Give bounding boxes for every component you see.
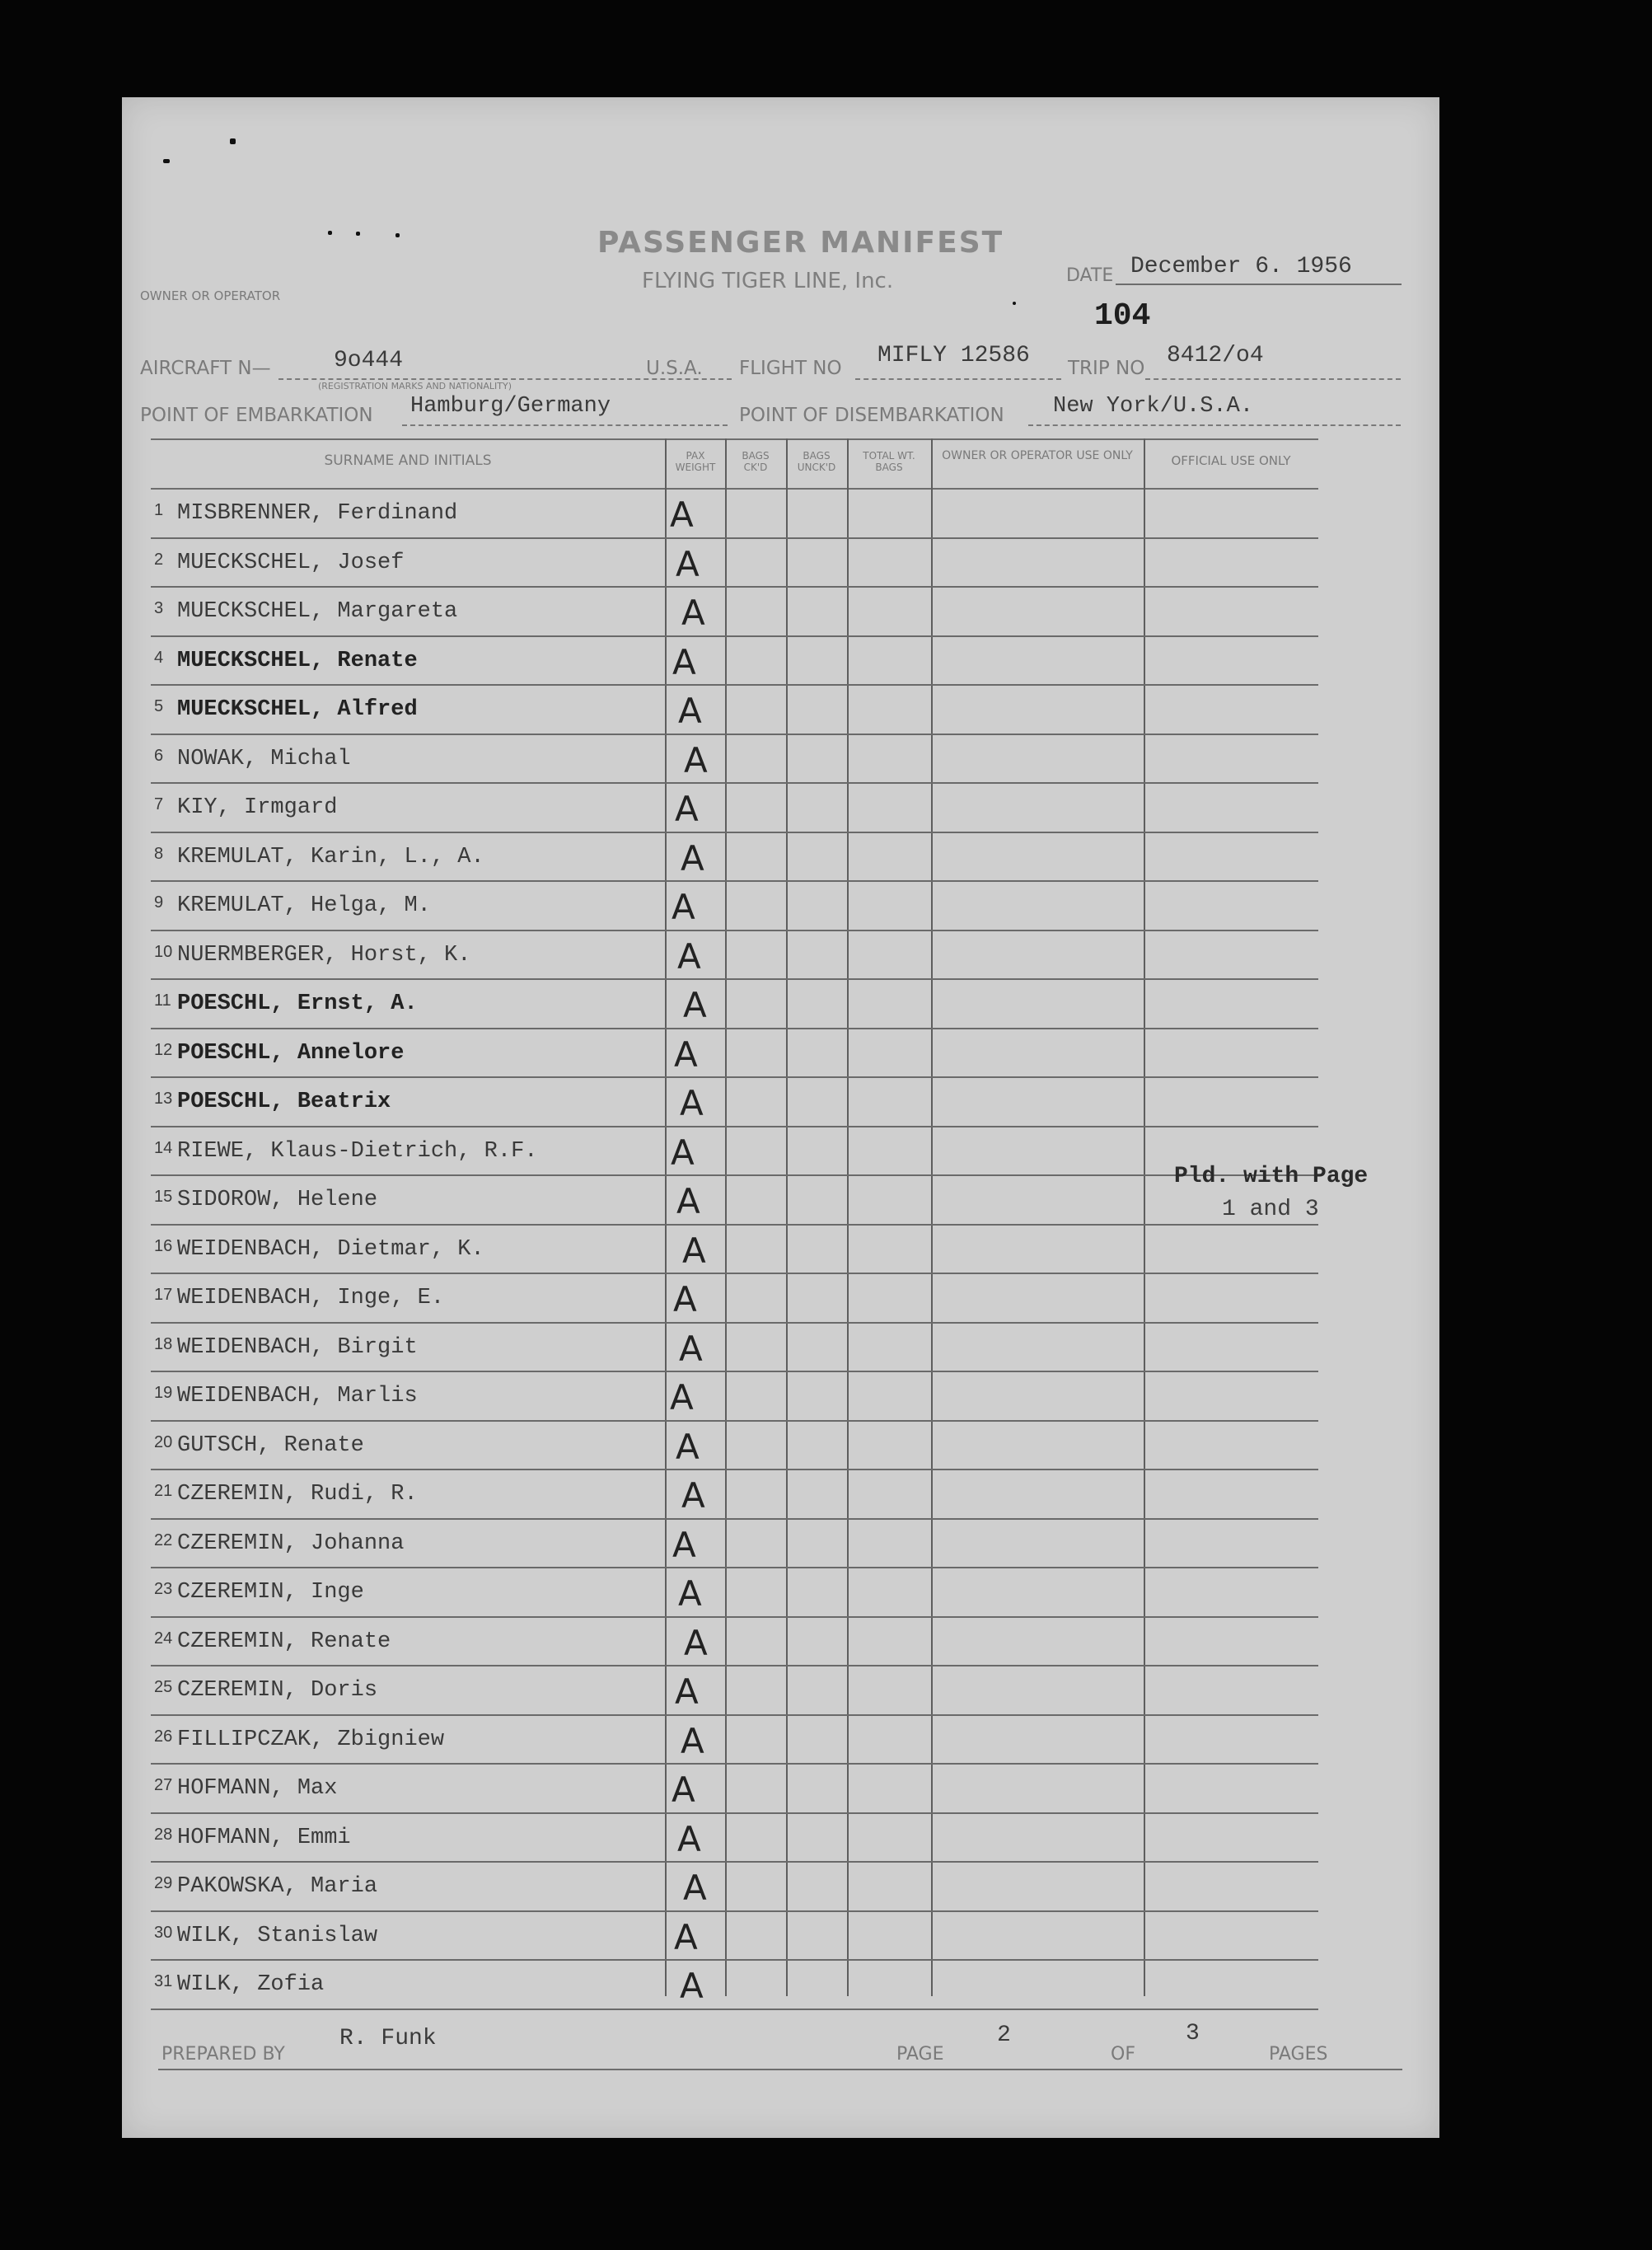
pax-weight-mark: A	[675, 1671, 699, 1712]
pax-weight-mark: A	[672, 1524, 696, 1565]
row-number: 3	[154, 599, 164, 617]
pax-weight-mark: A	[680, 1083, 704, 1123]
row-number: 24	[154, 1629, 173, 1648]
table-row	[151, 1372, 1318, 1422]
official-note-line2: 1 and 3	[1222, 1197, 1319, 1222]
prepared-by-label: PREPARED BY	[161, 2044, 285, 2065]
pax-weight-mark: A	[673, 1279, 697, 1320]
row-number: 13	[154, 1090, 173, 1108]
table-row	[151, 931, 1318, 981]
passenger-name: GUTSCH, Renate	[177, 1432, 364, 1458]
passenger-name: CZEREMIN, Doris	[177, 1678, 378, 1703]
row-number: 6	[154, 746, 164, 765]
stray-mark	[163, 159, 170, 163]
pax-weight-mark: A	[681, 1720, 704, 1761]
pax-weight-mark: A	[684, 739, 708, 780]
pax-weight-mark: A	[676, 1181, 700, 1221]
pax-weight-mark: A	[676, 543, 700, 584]
aircraft-underline	[278, 378, 732, 380]
pax-weight-mark: A	[681, 1475, 705, 1516]
stray-mark	[356, 232, 360, 236]
usa-label: U.S.A.	[646, 358, 703, 379]
passenger-name: CZEREMIN, Rudi, R.	[177, 1482, 418, 1507]
embarkation-label: POINT OF EMBARKATION	[140, 405, 373, 426]
column-header-bags-unckd: BAGS UNCK'D	[797, 450, 836, 473]
pax-weight-mark: A	[677, 935, 701, 977]
pax-weight-mark: A	[672, 887, 695, 927]
row-number: 30	[154, 1923, 173, 1942]
stray-mark	[230, 138, 236, 144]
row-number: 18	[154, 1334, 173, 1353]
pages-label: PAGES	[1269, 2044, 1328, 2065]
pax-weight-mark: A	[681, 837, 704, 879]
table-row	[151, 1324, 1318, 1373]
row-number: 11	[154, 991, 171, 1010]
stray-mark	[395, 233, 400, 237]
row-number: 28	[154, 1825, 173, 1844]
passenger-name: WILK, Zofia	[177, 1972, 325, 1997]
row-number: 5	[154, 697, 164, 715]
row-divider	[151, 2009, 1318, 2010]
table-row	[151, 1961, 1318, 2010]
table-row	[151, 588, 1318, 637]
disembarkation-label: POINT OF DISEMBARKATION	[739, 405, 1004, 426]
row-number: 31	[154, 1972, 173, 1990]
row-number: 17	[154, 1286, 173, 1304]
passenger-name: CZEREMIN, Renate	[177, 1629, 391, 1654]
row-number: 27	[154, 1776, 173, 1794]
passenger-name: SIDOROW, Helene	[177, 1188, 378, 1212]
row-number: 23	[154, 1580, 173, 1598]
row-number: 21	[154, 1482, 173, 1500]
pax-weight-mark: A	[672, 1770, 695, 1810]
passenger-name: KREMULAT, Karin, L., A.	[177, 844, 484, 870]
row-number: 7	[154, 795, 164, 813]
passenger-name: WEIDENBACH, Dietmar, K.	[177, 1236, 484, 1262]
date-underline	[1116, 284, 1402, 285]
page-label: PAGE	[896, 2044, 944, 2065]
passenger-name: PAKOWSKA, Maria	[177, 1874, 378, 1899]
page-value: 2	[997, 2023, 1011, 2048]
row-number: 4	[154, 648, 164, 667]
stray-mark	[328, 231, 332, 235]
date-value: December 6. 1956	[1130, 254, 1352, 279]
table-row	[151, 1127, 1318, 1177]
table-row	[151, 1912, 1318, 1962]
passenger-name: MUECKSCHEL, Alfred	[177, 697, 418, 722]
row-number: 14	[154, 1138, 173, 1157]
table-row	[151, 637, 1318, 687]
passenger-name: CZEREMIN, Johanna	[177, 1530, 405, 1556]
passenger-name: KREMULAT, Helga, M.	[177, 893, 431, 918]
table-row	[151, 1520, 1318, 1569]
table-row	[151, 1863, 1318, 1912]
embarkation-value: Hamburg/Germany	[410, 394, 611, 419]
document-number: 104	[1094, 298, 1151, 334]
pax-weight-mark: A	[671, 1132, 695, 1173]
table-row	[151, 980, 1318, 1029]
table-row	[151, 1666, 1318, 1716]
row-number: 9	[154, 893, 164, 912]
column-header-official: OFFICIAL USE ONLY	[1171, 453, 1291, 468]
column-header-name: SURNAME AND INITIALS	[324, 452, 492, 469]
official-note-line1: Pld. with Page	[1174, 1164, 1369, 1189]
manifest-title: PASSENGER MANIFEST	[597, 226, 1004, 260]
aircraft-label: AIRCRAFT N—	[140, 358, 271, 379]
pax-weight-mark: A	[678, 1573, 702, 1614]
passenger-name: POESCHL, Ernst, A.	[177, 991, 418, 1016]
passenger-name: POESCHL, Beatrix	[177, 1090, 391, 1114]
table-row	[151, 1470, 1318, 1520]
disembarkation-value: New York/U.S.A.	[1053, 394, 1254, 419]
table-row	[151, 1814, 1318, 1863]
aircraft-value: 9o444	[334, 348, 404, 373]
date-label: DATE	[1066, 265, 1114, 286]
row-number: 8	[154, 844, 164, 863]
row-number: 1	[154, 501, 164, 519]
passenger-name: KIY, Irmgard	[177, 795, 338, 820]
table-row	[151, 1176, 1318, 1226]
pax-weight-mark: A	[675, 789, 699, 829]
row-number: 16	[154, 1236, 173, 1255]
stray-mark	[1013, 302, 1016, 305]
pax-weight-mark: A	[684, 1622, 708, 1663]
passenger-name: MUECKSCHEL, Josef	[177, 550, 405, 575]
column-header-total: TOTAL WT. BAGS	[863, 450, 915, 473]
table-row	[151, 1029, 1318, 1079]
column-header-owner-use: OWNER OR OPERATOR USE ONLY	[942, 449, 1133, 462]
pax-weight-mark: A	[683, 985, 707, 1025]
table-row	[151, 1618, 1318, 1667]
flight-value: MIFLY 12586	[877, 343, 1030, 368]
passenger-name: WILK, Stanislaw	[177, 1923, 378, 1948]
passenger-name: MUECKSCHEL, Renate	[177, 648, 418, 673]
row-number: 29	[154, 1874, 173, 1892]
passenger-name: FILLIPCZAK, Zbigniew	[177, 1727, 445, 1752]
pax-weight-mark: A	[676, 1426, 700, 1467]
registration-note: (REGISTRATION MARKS AND NATIONALITY)	[318, 381, 512, 391]
trip-label: TRIP NO	[1068, 358, 1145, 379]
embarkation-underline	[402, 424, 728, 426]
row-number: 15	[154, 1188, 173, 1206]
row-number: 22	[154, 1530, 173, 1549]
row-number: 26	[154, 1727, 173, 1746]
pax-weight-mark: A	[674, 1034, 698, 1075]
table-row	[151, 1226, 1318, 1275]
row-number: 20	[154, 1432, 173, 1451]
passenger-name: WEIDENBACH, Inge, E.	[177, 1286, 445, 1310]
table-row	[151, 833, 1318, 883]
trip-value: 8412/o4	[1167, 343, 1264, 368]
pax-weight-mark: A	[678, 691, 702, 731]
passenger-name: CZEREMIN, Inge	[177, 1580, 364, 1605]
passenger-name: RIEWE, Klaus-Dietrich, R.F.	[177, 1138, 538, 1164]
passenger-name: NOWAK, Michal	[177, 746, 351, 771]
table-row	[151, 539, 1318, 588]
footer-rule	[158, 2069, 1402, 2070]
row-number: 10	[154, 942, 173, 961]
owner-label: OWNER OR OPERATOR	[140, 288, 281, 303]
pax-weight-mark: A	[672, 641, 696, 682]
row-number: 12	[154, 1040, 173, 1059]
passenger-name: WEIDENBACH, Birgit	[177, 1334, 418, 1360]
table-row	[151, 686, 1318, 735]
pax-weight-mark: A	[682, 1230, 706, 1271]
table-row	[151, 1716, 1318, 1765]
pax-weight-mark: A	[677, 1818, 701, 1859]
pax-weight-mark: A	[670, 495, 694, 535]
row-number: 19	[154, 1384, 173, 1402]
table-row	[151, 1274, 1318, 1324]
pax-weight-mark: A	[674, 1916, 698, 1957]
column-header-bags-ckd: BAGS CK'D	[742, 450, 770, 473]
table-row	[151, 490, 1318, 539]
prepared-by-value: R. Funk	[339, 2026, 437, 2051]
disembarkation-underline	[1028, 424, 1401, 426]
of-label: OF	[1111, 2044, 1135, 2065]
table-row	[151, 784, 1318, 833]
passenger-name: NUERMBERGER, Horst, K.	[177, 942, 471, 968]
pax-weight-mark: A	[683, 1868, 707, 1908]
pax-weight-mark: A	[681, 593, 705, 633]
column-header-pax: PAX WEIGHT	[675, 450, 716, 473]
table-row	[151, 1422, 1318, 1471]
row-number: 2	[154, 550, 164, 569]
passenger-name: MISBRENNER, Ferdinand	[177, 501, 458, 526]
of-value: 3	[1186, 2021, 1200, 2046]
pax-weight-mark: A	[680, 1966, 704, 2006]
flight-underline	[855, 378, 1061, 380]
flight-label: FLIGHT NO	[739, 358, 842, 379]
passenger-name: HOFMANN, Emmi	[177, 1825, 351, 1850]
passenger-table	[151, 438, 1369, 2006]
pax-weight-mark: A	[670, 1377, 694, 1418]
pax-weight-mark: A	[679, 1328, 703, 1369]
table-row	[151, 735, 1318, 785]
table-row	[151, 1765, 1318, 1814]
table-row	[151, 1568, 1318, 1618]
row-number: 25	[154, 1678, 173, 1696]
passenger-name: WEIDENBACH, Marlis	[177, 1384, 418, 1409]
company-name: FLYING TIGER LINE, Inc.	[642, 269, 894, 293]
trip-underline	[1145, 378, 1401, 380]
passenger-name: MUECKSCHEL, Margareta	[177, 599, 458, 624]
passenger-name: HOFMANN, Max	[177, 1776, 338, 1801]
manifest-sheet	[122, 97, 1439, 2138]
table-row	[151, 1078, 1318, 1127]
passenger-name: POESCHL, Annelore	[177, 1040, 405, 1066]
table-row	[151, 882, 1318, 931]
